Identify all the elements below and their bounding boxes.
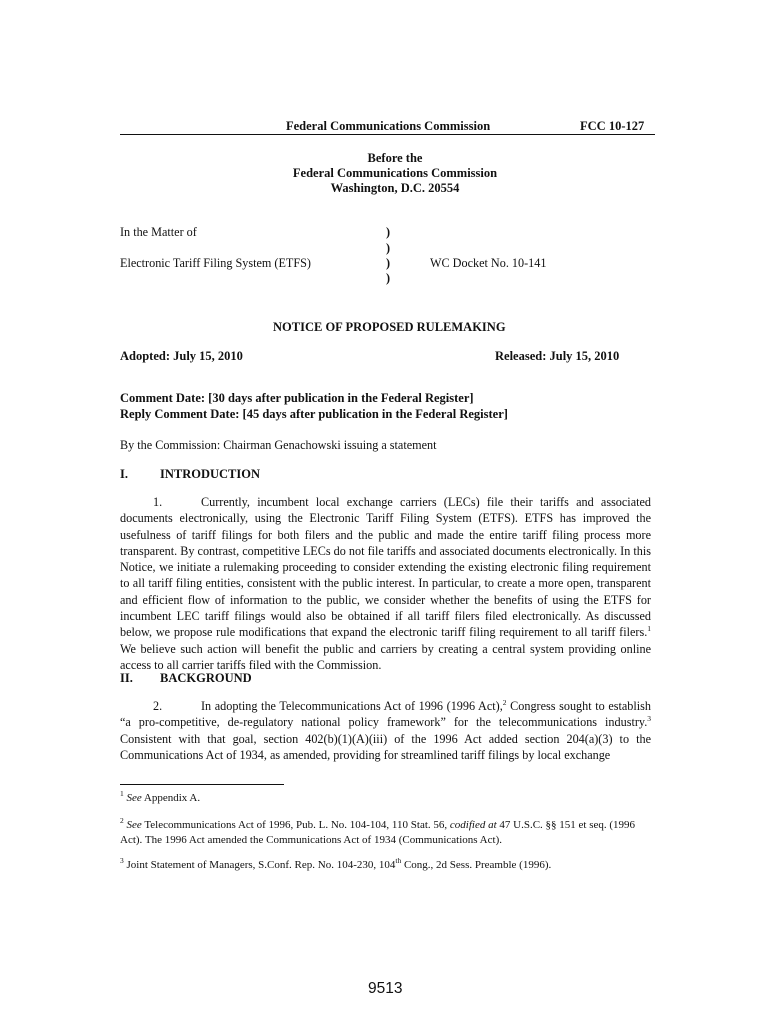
footnote-text: Telecommunications Act of 1996, Pub. L. No. 104-104, 110 Stat. 56, [141,819,450,831]
adopted-date: Adopted: July 15, 2010 [120,349,243,363]
paragraph-text: Currently, incumbent local exchange carriers (LECs) file their tariffs and associated documents electronically, using the Electronic Tariff Filing System (ETFS). ETFS has improved the usefulness of tariff filings for both filers and the public and made the entire tariff filing process more transparent. By contrast, competitive LECs do not file tariffs and associated documents electronically. In this Notice, we initiate a rulemaking proceeding to consider extending the existing electronic filing requirement to all tariff filing entities, consistent with the public interest. In particular, to create a more open, transparent and efficient flow of information to the public, we consider whether the benefits of using the ETFS for incumbent LEC tariff filings would also be obtained if all tariff filers filed electronically. As discussed below, we propose rule modifications that expand the electronic tariff filing requirement to all tariff filers. [120,495,651,640]
page-number: 9513 [368,980,403,997]
footnote-ref: 3 [647,714,651,724]
footnote-number: 2 [120,816,124,825]
paragraph-text: Congress sought to establish “a pro-competitive, de-regulatory national policy framework” for the telecommunications industry. [120,699,651,730]
caption-commission: Federal Communications Commission [292,166,498,180]
header-rule [120,134,655,135]
footnote-number: 3 [120,856,124,865]
footnote-signal: See [126,819,142,831]
by-commission-line: By the Commission: Chairman Genachowski issuing a statement [120,438,437,452]
footnote-signal: See [126,792,142,804]
paragraph-text: We believe such action will benefit the public and carriers by creating a central system providing online access to all carrier tariffs filed with the Commission. [120,641,651,672]
caption-paren: ) [386,225,391,239]
caption-location: Washington, D.C. 20554 [330,181,460,195]
paragraph-text: Consistent with that goal, section 402(b)(1)(A)(iii) of the 1996 Act added section 204(a)(3) to the Communications Act of 1934, as amended, providing for streamlined tariff filings by local exchange [120,731,651,762]
footnote-text: Joint Statement of Managers, S.Conf. Rep. No. 104-230, 104 [123,859,396,871]
section-number: II. [120,671,133,685]
footnote-text: Cong., 2d Sess. Preamble (1996). [401,859,552,871]
notice-title: NOTICE OF PROPOSED RULEMAKING [273,320,506,334]
caption-paren: ) [386,271,391,285]
reply-comment-date: Reply Comment Date: [45 days after publication in the Federal Register] [120,407,508,421]
footnote-ref: 2 [502,698,507,707]
paragraph-number: 1. [153,495,163,509]
section-title: INTRODUCTION [160,467,261,481]
footnote-number: 1 [120,789,124,798]
caption-before: Before the [367,151,423,165]
section-title: BACKGROUND [160,671,252,685]
caption-paren: ) [386,241,391,255]
footnote-superscript: th [395,856,402,865]
comment-date: Comment Date: [30 days after publication in the Federal Register] [120,391,474,405]
section-introduction-heading [120,467,260,482]
caption-paren: ) [386,256,391,270]
footnote-signal: codified at [449,819,497,831]
section-number: I. [120,467,128,481]
docket-number: WC Docket No. 10-141 [430,256,547,270]
paragraph-number: 2. [153,699,163,713]
footnote-1 [120,791,651,806]
footnote-text: Appendix A. [141,792,201,804]
paragraph-2 [120,698,651,763]
footnote-3 [120,858,651,873]
section-background-heading [120,671,252,686]
header-agency: Federal Communications Commission [286,119,491,133]
footnote-separator [120,784,284,785]
header-doc-number: FCC 10-127 [580,119,645,133]
in-the-matter-of: In the Matter of [120,225,197,239]
footnote-text: 47 U.S.C. §§ 151 et seq. (1996 Act). The 1996 Act amended the Communications Act of 1934 (Communications Act). [120,819,636,846]
released-date: Released: July 15, 2010 [495,349,620,363]
footnote-ref: 1 [647,624,651,634]
paragraph-1 [120,494,651,673]
footnote-2 [120,818,651,847]
paragraph-text: In adopting the Telecommunications Act of 1996 (1996 Act), [201,699,503,713]
matter-subject: Electronic Tariff Filing System (ETFS) [120,256,311,270]
